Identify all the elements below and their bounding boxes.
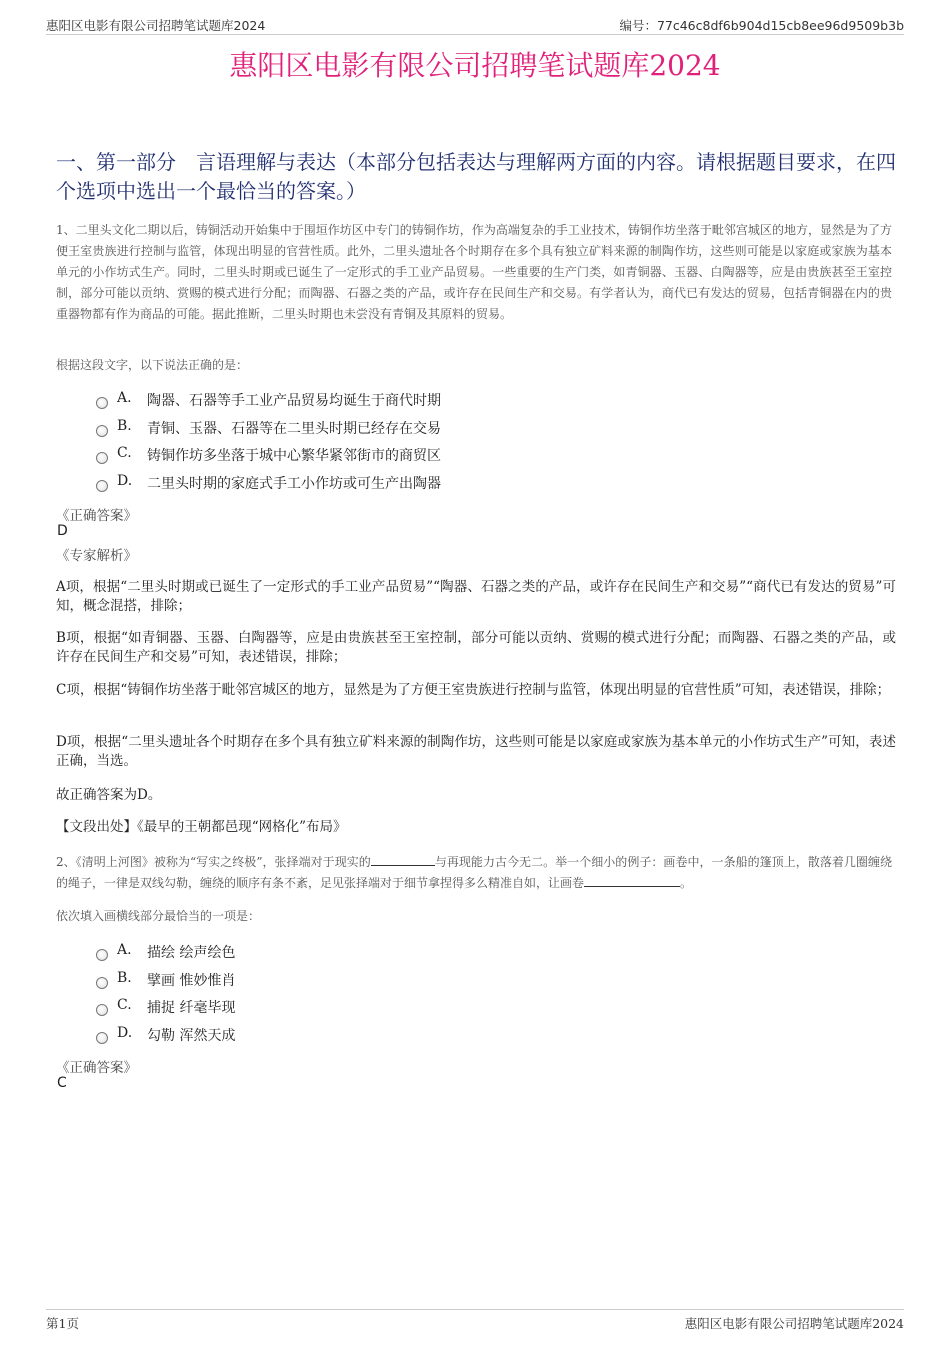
radio-icon[interactable] xyxy=(96,452,108,464)
option-letter: D. xyxy=(117,472,133,489)
option-letter: A. xyxy=(117,390,132,406)
radio-icon[interactable] xyxy=(96,425,108,437)
option-letter: C. xyxy=(117,997,132,1013)
q1-passage: 1、二里头文化二期以后，铸铜活动开始集中于围垣作坊区中专门的铸铜作坊，作为高端复杂的手工业技术，铸铜作坊坐落于毗邻宫城区的地方，显然是为了方便王室贵族进行控制与监管，体现出明显的官营性质。此外，二里头遗址各个时期存在多个具有独立矿料来源的制陶作坊，这些则可能是以家庭或家族为基本单元的小作坊式生产。同时，二里头时期或已诞生了一定形式的手工业产品贸易。一些重要的生产门类，如青铜器、玉器、白陶器等，应是由贵族甚至王室控制，部分可能以贡纳、赏赐的模式进行分配；而陶器、石器之类的产品，或许存在民间生产和交易。有学者认为，商代已有发达的贸易，包括青铜器在内的贵重器物都有作为商品的可能。据此推断，二里头时期也未尝没有青铜及其原料的贸易。 xyxy=(56,223,892,321)
q1-option-a[interactable] xyxy=(96,390,696,418)
q1-answer: D xyxy=(57,523,68,539)
q1-prompt: 根据这段文字，以下说法正确的是： xyxy=(56,358,249,372)
blank-2 xyxy=(584,874,680,887)
q1-option-b[interactable] xyxy=(96,418,696,446)
q2-passage xyxy=(56,852,892,894)
option-text: 铸铜作坊多坐落于城中心繁华紧邻街市的商贸区 xyxy=(147,448,441,464)
q1-answer-label: 《正确答案》 xyxy=(56,508,137,524)
q2-answer: C xyxy=(57,1075,67,1091)
q2-text-b: 与再现能力古今无二。举一个细小的例子：画卷中，一条船的篷顶上，散落着几圈缠绕的绳子，一律是双线勾勒，缠绕的顺序有条不紊，足见张择端对于细节拿捏得多么精准自如，让画卷 xyxy=(56,855,892,890)
radio-icon[interactable] xyxy=(96,480,108,492)
page-title: 惠阳区电影有限公司招聘笔试题库2024 xyxy=(229,49,721,82)
header-doc-title: 惠阳区电影有限公司招聘笔试题库2024 xyxy=(46,18,266,33)
q1-analysis-a: A项，根据“二里头时期或已诞生了一定形式的手工业产品贸易”“陶器、石器之类的产品，或许存在民间生产和交易”“商代已有发达的贸易”可知，概念混搭，排除； xyxy=(56,579,896,614)
q1-analysis-label: 《专家解析》 xyxy=(56,548,137,564)
page-header xyxy=(46,14,904,35)
q1-analysis-d: D项，根据“二里头遗址各个时期存在多个具有独立矿料来源的制陶作坊，这些则可能是以家庭或家族为基本单元的小作坊式生产”可知，表述正确，当选。 xyxy=(56,734,896,769)
q2-option-d[interactable] xyxy=(96,1025,696,1053)
radio-icon[interactable] xyxy=(96,1004,108,1016)
option-letter: B. xyxy=(117,969,132,986)
section-heading: 一、第一部分 言语理解与表达（本部分包括表达与理解两方面的内容。请根据题目要求，在四个选项中选出一个最恰当的答案。） xyxy=(56,150,896,203)
option-text: 陶器、石器等手工业产品贸易均诞生于商代时期 xyxy=(147,393,441,409)
q1-options xyxy=(96,390,696,500)
radio-icon[interactable] xyxy=(96,949,108,961)
q2-option-c[interactable] xyxy=(96,997,696,1025)
q2-option-b[interactable] xyxy=(96,970,696,998)
header-doc-id: 编号：77c46c8df6b904d15cb8ee96d9509b3b xyxy=(619,18,904,33)
option-letter: A. xyxy=(117,942,132,958)
option-text: 描绘 绘声绘色 xyxy=(147,945,236,961)
option-letter: C. xyxy=(117,445,132,461)
option-text: 二里头时期的家庭式手工小作坊或可生产出陶器 xyxy=(147,475,441,492)
q1-analysis-b: B项，根据“如青铜器、玉器、白陶器等，应是由贵族甚至王室控制，部分可能以贡纳、赏赐的模式进行分配；而陶器、石器之类的产品，或许存在民间生产和交易”可知，表述错误，排除； xyxy=(56,630,896,665)
option-text: 青铜、玉器、石器等在二里头时期已经存在交易 xyxy=(147,420,441,437)
q1-conclusion: 故正确答案为D。 xyxy=(56,787,162,803)
q1-analysis-c: C项，根据“铸铜作坊坐落于毗邻宫城区的地方，显然是为了方便王室贵族进行控制与监管，体现出明显的官营性质”可知，表述错误，排除； xyxy=(56,682,891,698)
footer-doc-title: 惠阳区电影有限公司招聘笔试题库2024 xyxy=(684,1316,904,1331)
radio-icon[interactable] xyxy=(96,397,108,409)
option-letter: B. xyxy=(117,417,132,434)
page-footer xyxy=(46,1309,904,1332)
q2-options xyxy=(96,942,696,1052)
q2-text-c: 。 xyxy=(680,876,693,890)
q1-source: 【文段出处】《最早的王朝都邑现“网格化”布局》 xyxy=(56,819,347,835)
option-letter: D. xyxy=(117,1024,133,1041)
q1-option-d[interactable] xyxy=(96,473,696,501)
q2-text-a: 2、《清明上河图》被称为“写实之终极”，张择端对于现实的 xyxy=(56,855,371,869)
q2-prompt: 依次填入画横线部分最恰当的一项是： xyxy=(56,909,261,923)
q1-option-c[interactable] xyxy=(96,445,696,473)
option-text: 捕捉 纤毫毕现 xyxy=(147,1000,236,1016)
option-text: 勾勒 浑然天成 xyxy=(147,1027,236,1044)
option-text: 擘画 惟妙惟肖 xyxy=(147,972,236,989)
footer-page-number: 第1页 xyxy=(46,1316,79,1331)
radio-icon[interactable] xyxy=(96,1032,108,1044)
q2-answer-label: 《正确答案》 xyxy=(56,1060,137,1076)
radio-icon[interactable] xyxy=(96,977,108,989)
blank-1 xyxy=(371,853,435,866)
q2-option-a[interactable] xyxy=(96,942,696,970)
